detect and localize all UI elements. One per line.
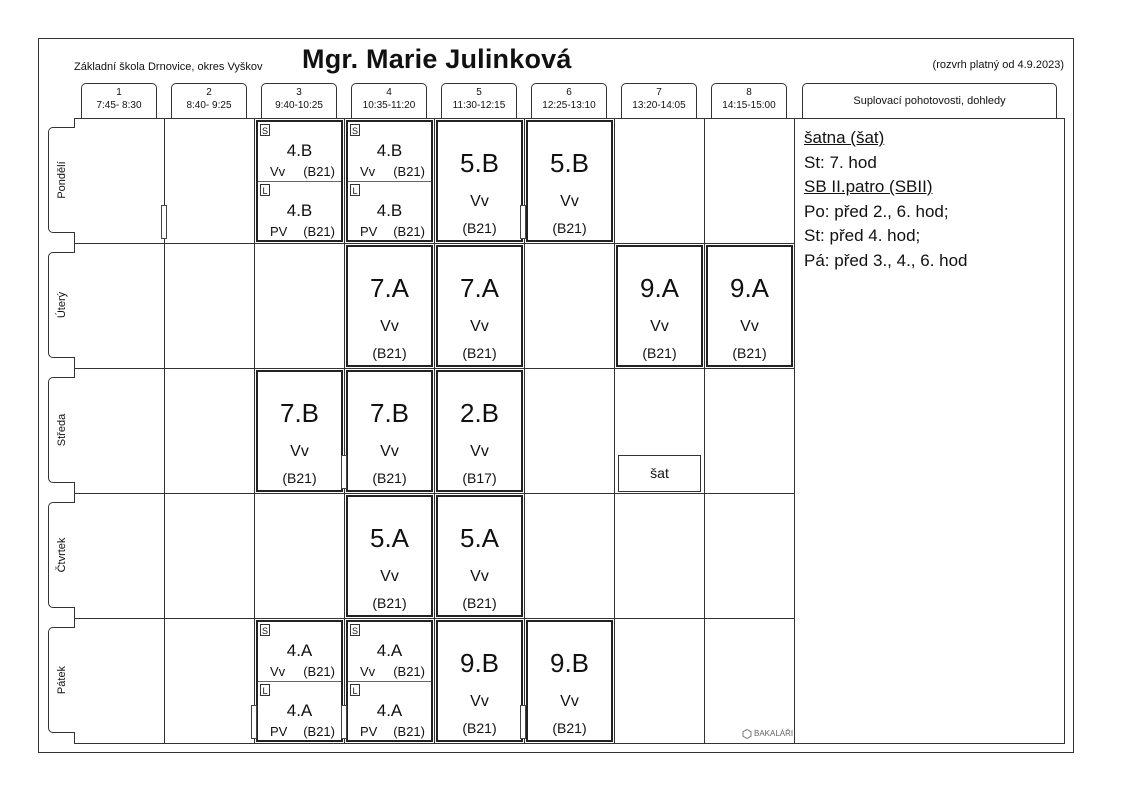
supervision-item: St: 7. hod (804, 152, 877, 172)
period-header-4: 4 10:35-11:20 (351, 83, 427, 118)
break-marker (341, 705, 347, 739)
school-name: Základní škola Drnovice, okres Vyškov (74, 61, 263, 73)
supervision-item: Pá: před 3., 4., 6. hod (804, 250, 968, 270)
day-tab-tuesday: Úterý (48, 252, 75, 358)
duty-cell[interactable]: šat (618, 455, 701, 492)
day-tab-monday: Pondělí (48, 127, 75, 233)
supervision-item: SB II.patro (SBII) (804, 177, 933, 196)
break-marker (520, 705, 526, 739)
day-tab-friday: Pátek (48, 627, 75, 733)
break-marker (341, 455, 347, 489)
supervision-item: Po: před 2., 6. hod; (804, 201, 949, 221)
supervision-item: St: před 4. hod; (804, 226, 921, 245)
period-header-1: 1 7:45- 8:30 (81, 83, 157, 118)
col-divider (704, 118, 705, 744)
lesson-cell[interactable]: 5.A Vv (B21) (346, 495, 433, 617)
validity-note: (rozvrh platný od 4.9.2023) (932, 59, 1064, 71)
lesson-cell[interactable]: 5.B Vv (B21) (526, 120, 613, 242)
lesson-cell-split[interactable]: S 4.B Vv (B21) L 4.B PV (B21) (346, 120, 433, 242)
teacher-name: Mgr. Marie Julinková (302, 44, 572, 74)
supervision-list (804, 126, 968, 273)
col-divider (344, 118, 345, 744)
lesson-cell[interactable]: 7.B Vv (B21) (256, 370, 343, 492)
lesson-cell[interactable]: 5.A Vv (B21) (436, 495, 523, 617)
day-tab-thursday: Čtvrtek (48, 502, 75, 608)
lesson-cell[interactable]: 2.B Vv (B17) (436, 370, 523, 492)
period-header-8: 8 14:15-15:00 (711, 83, 787, 118)
lesson-cell-split[interactable]: S 4.A Vv (B21) L 4.A PV (B21) (256, 620, 343, 742)
supervision-item: šatna (šat) (804, 128, 885, 147)
lesson-cell-split[interactable]: S 4.B Vv (B21) L 4.B PV (B21) (256, 120, 343, 242)
break-marker (520, 205, 526, 239)
lesson-cell[interactable]: 9.A Vv (B21) (706, 245, 793, 367)
lesson-cell[interactable]: 7.A Vv (B21) (346, 245, 433, 367)
lesson-cell[interactable]: 7.A Vv (B21) (436, 245, 523, 367)
lesson-cell[interactable]: 9.B Vv (B21) (526, 620, 613, 742)
period-header-3: 3 9:40-10:25 (261, 83, 337, 118)
period-header-7: 7 13:20-14:05 (621, 83, 697, 118)
lesson-cell[interactable]: 9.B Vv (B21) (436, 620, 523, 742)
col-divider (434, 118, 435, 744)
supervision-header: Suplovací pohotovosti, dohledy (802, 83, 1057, 118)
lesson-cell[interactable]: 9.A Vv (B21) (616, 245, 703, 367)
supervision-divider (794, 118, 795, 744)
bakalari-logo-icon (742, 729, 752, 739)
period-header-6: 6 12:25-13:10 (531, 83, 607, 118)
lesson-cell[interactable]: 5.B Vv (B21) (436, 120, 523, 242)
bakalari-brand: BAKALÁŘI (742, 729, 793, 739)
break-marker (161, 205, 167, 239)
period-header-5: 5 11:30-12:15 (441, 83, 517, 118)
day-tab-wednesday: Středa (48, 377, 75, 483)
break-marker (251, 705, 257, 739)
lesson-cell-split[interactable]: S 4.A Vv (B21) L 4.A PV (B21) (346, 620, 433, 742)
col-divider (254, 118, 255, 744)
period-header-2: 2 8:40- 9:25 (171, 83, 247, 118)
col-divider (614, 118, 615, 744)
lesson-cell[interactable]: 7.B Vv (B21) (346, 370, 433, 492)
